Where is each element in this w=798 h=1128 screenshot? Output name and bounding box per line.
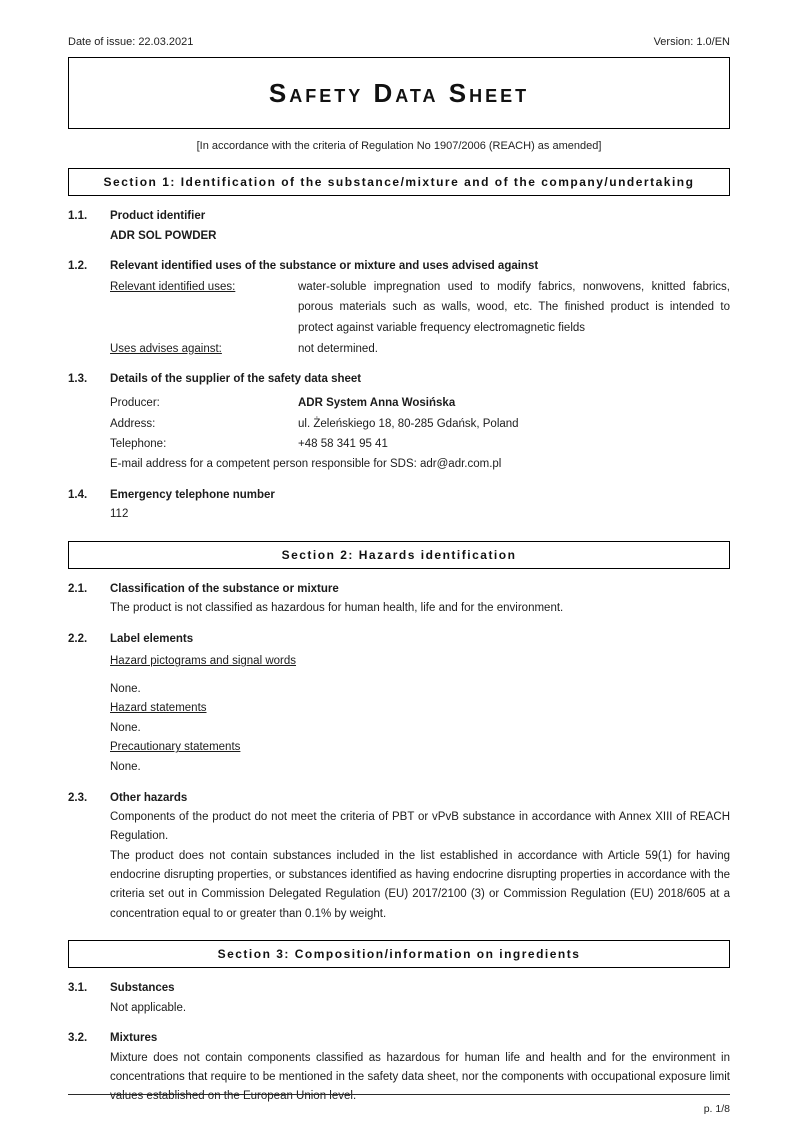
item-2-1 xyxy=(68,580,730,619)
address-label: Address: xyxy=(110,417,156,430)
item-1-3 xyxy=(68,370,730,474)
mixtures-text: Mixture does not contain components classified as hazardous for human life and health and for the environment in concentrations that require to be mentioned in the safety data sheet, nor the components with occupational exposure limit values established on the European Union level. xyxy=(110,1051,730,1103)
item-3-1 xyxy=(68,979,730,1018)
pictograms-value: None. xyxy=(110,682,141,695)
item-heading: Relevant identified uses of the substance or mixture and uses advised against xyxy=(110,260,539,273)
document-header xyxy=(68,36,730,48)
item-number: 2.1. xyxy=(68,582,88,595)
uses-against-row xyxy=(110,339,730,360)
item-1-1 xyxy=(68,207,730,246)
item-number: 1.1. xyxy=(68,210,88,222)
item-number: 1.4. xyxy=(68,488,88,501)
producer-row xyxy=(110,393,730,414)
version-label: Version: 1.0/EN xyxy=(653,36,730,48)
item-heading: Details of the supplier of the safety data sheet xyxy=(110,373,362,386)
telephone-label: Telephone: xyxy=(110,438,167,451)
item-heading: Emergency telephone number xyxy=(110,488,275,501)
uses-against-value: not determined. xyxy=(298,342,378,355)
footer-divider xyxy=(68,1094,730,1095)
item-number: 1.2. xyxy=(68,260,88,273)
item-2-3 xyxy=(68,789,730,924)
item-2-2 xyxy=(68,630,730,778)
other-hazards-paragraph-2: The product does not contain substances included in the list established in accordance with Article 59(1) for having endocrine disrupting properties, or substances identified as having endocrine disrupting properties in accordance with the criteria set out in Commission Delegated Regulation (EU) 2017/2100 (3) or Commission Regulation (EU) 2018/605 at a concentration equal to or greater than 0.1% by weight. xyxy=(110,849,730,920)
item-1-2 xyxy=(68,257,730,359)
product-name: ADR SOL POWDER xyxy=(110,229,217,242)
email-line: E-mail address for a competent person responsible for SDS: adr@adr.com.pl xyxy=(110,458,502,470)
uses-value: water-soluble impregnation used to modify fabrics, nonwovens, knitted fabrics, porous materials such as walls, wood, etc. The finished product is intended to protect against variable frequency electromagnetic fields xyxy=(298,280,730,335)
precautionary-statements-label: Precautionary statements xyxy=(110,741,241,754)
hazard-statements-label: Hazard statements xyxy=(110,702,207,715)
emergency-number: 112 xyxy=(110,508,129,521)
telephone-row xyxy=(110,434,730,455)
precautionary-statements-value: None. xyxy=(110,761,141,774)
item-heading: Other hazards xyxy=(110,791,188,804)
pictograms-label: Hazard pictograms and signal words xyxy=(110,655,297,668)
producer-value: ADR System Anna Wosińska xyxy=(298,396,456,409)
other-hazards-paragraph-1: Components of the product do not meet the criteria of PBT or vPvB substance in accordance with Annex XIII of REACH Regulation. xyxy=(110,811,730,843)
section-1-header: Section 1: Identification of the substance/mixture and of the company/undertaking xyxy=(68,168,730,196)
item-number: 2.2. xyxy=(68,632,88,645)
uses-against-label: Uses advises against: xyxy=(110,342,222,355)
page-number: p. 1/8 xyxy=(703,1103,730,1115)
uses-row xyxy=(110,277,730,339)
item-heading: Classification of the substance or mixture xyxy=(110,582,339,595)
item-1-4 xyxy=(68,486,730,525)
item-number: 1.3. xyxy=(68,373,88,386)
telephone-value: +48 58 341 95 41 xyxy=(298,438,388,451)
document-subtitle: [In accordance with the criteria of Regulation No 1907/2006 (REACH) as amended] xyxy=(196,140,602,152)
document-title: Safety Data Sheet xyxy=(268,77,530,108)
hazard-statements-value: None. xyxy=(110,721,141,734)
item-heading: Product identifier xyxy=(110,210,206,222)
item-heading: Mixtures xyxy=(110,1032,158,1045)
producer-label: Producer: xyxy=(110,396,160,409)
classification-text: The product is not classified as hazardous for human health, life and for the environment. xyxy=(110,602,564,615)
substances-text: Not applicable. xyxy=(110,1001,187,1014)
item-heading: Substances xyxy=(110,981,175,994)
item-heading: Label elements xyxy=(110,632,194,645)
item-number: 2.3. xyxy=(68,791,88,804)
section-2-header: Section 2: Hazards identification xyxy=(68,541,730,569)
item-number: 3.1. xyxy=(68,981,88,994)
section-3-header: Section 3: Composition/information on ingredients xyxy=(68,940,730,968)
item-number: 3.2. xyxy=(68,1032,88,1045)
address-value: ul. Żeleńskiego 18, 80-285 Gdańsk, Poland xyxy=(298,417,519,430)
uses-label: Relevant identified uses: xyxy=(110,280,236,293)
title-box xyxy=(68,57,730,129)
date-of-issue: Date of issue: 22.03.2021 xyxy=(68,36,194,48)
address-row xyxy=(110,414,730,435)
